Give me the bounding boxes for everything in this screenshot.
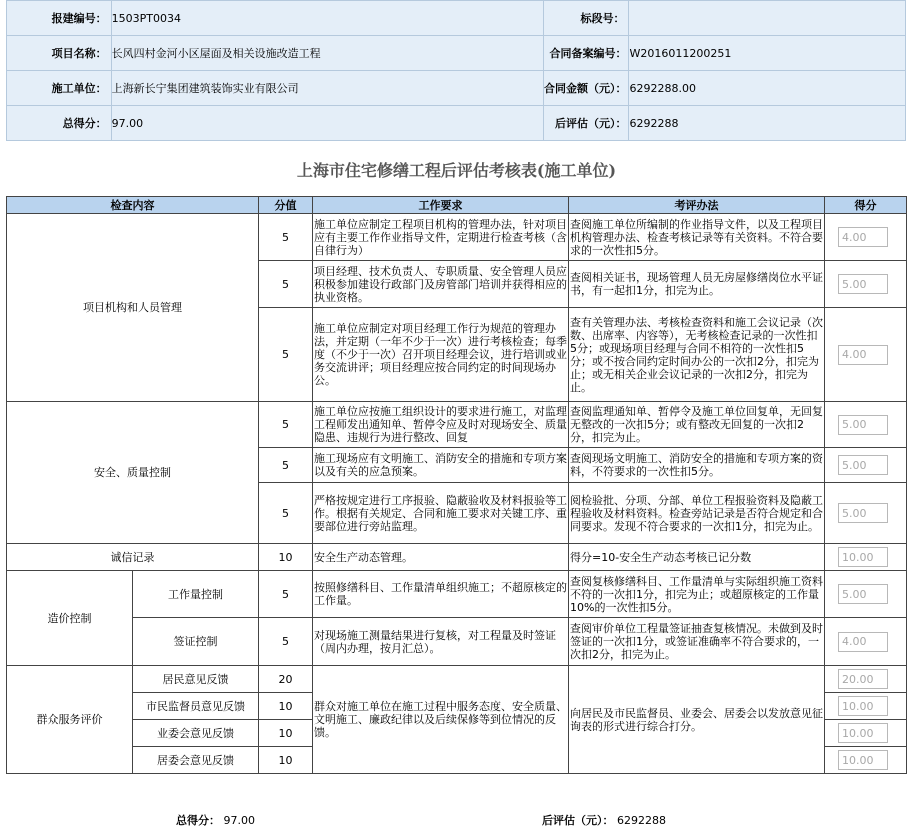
header-points: 分值	[259, 197, 313, 214]
score-input[interactable]: 10.00	[838, 696, 888, 716]
requirement-cell: 施工现场应有文明施工、消防安全的措施和专项方案以及有关的应急预案。	[313, 448, 569, 483]
group-integrity: 诚信记录	[7, 544, 259, 571]
report-no-value: 1503PT0034	[111, 1, 543, 36]
score-cell	[825, 618, 907, 666]
score-input[interactable]: 5.00	[838, 415, 888, 435]
score-input[interactable]: 20.00	[838, 669, 888, 689]
score-cell	[825, 544, 907, 571]
public-requirement-cell: 群众对施工单位在施工过程中服务态度、安全质量、文明施工、廉政纪律以及后续保修等到位情况的反馈。	[313, 666, 569, 774]
header-score: 得分	[825, 197, 907, 214]
group-org-personnel: 项目机构和人员管理	[7, 214, 259, 402]
score-input[interactable]: 10.00	[838, 723, 888, 743]
page-title: 上海市住宅修缮工程后评估考核表(施工单位)	[296, 161, 617, 180]
group-cost-control: 造价控制	[7, 571, 133, 666]
public-method-cell: 向居民及市民监督员、业委会、居委会以发放意见征询表的形式进行综合打分。	[569, 666, 825, 774]
requirement-cell: 安全生产动态管理。	[313, 544, 569, 571]
footer-total-label: 总得分：	[176, 814, 220, 827]
post-eval-label: 后评估（元）：	[543, 106, 629, 141]
score-cell	[825, 214, 907, 261]
header-method: 考评办法	[569, 197, 825, 214]
points-cell: 5	[259, 483, 313, 544]
score-input[interactable]: 5.00	[838, 455, 888, 475]
method-cell: 查阅监理通知单、暂停令及施工单位回复单，无回复无整改的一次扣5分；或有整改无回复的一次扣2分，扣完为止。	[569, 402, 825, 448]
footer-post-eval-value: 6292288	[617, 814, 666, 827]
requirement-cell: 施工单位应制定对项目经理工作行为规范的管理办法，并定期（一年不少于一次）进行考核检查；每季度（不少于一次）召开项目经理会议，进行培训或业务交流讲评；项目经理应按合同约定的时间现场办公。	[313, 308, 569, 402]
header-requirement: 工作要求	[313, 197, 569, 214]
total-score-label: 总得分：	[7, 106, 112, 141]
group-safety-quality: 安全、质量控制	[7, 402, 259, 544]
score-cell	[825, 693, 907, 720]
points-cell: 10	[259, 693, 313, 720]
score-input[interactable]: 4.00	[838, 227, 888, 247]
method-cell: 查阅施工单位所编制的作业指导文件，以及工程项目机构管理办法、检查考核记录等有关资料。不符合要求的一次性扣5分。	[569, 214, 825, 261]
points-cell: 5	[259, 261, 313, 308]
project-label: 项目名称：	[7, 36, 112, 71]
points-cell: 5	[259, 402, 313, 448]
footer-post-eval-label: 后评估（元）：	[542, 814, 614, 827]
footer-total	[176, 812, 255, 828]
group-public-evaluation: 群众服务评价	[7, 666, 133, 774]
method-cell: 查有关管理办法、考核检查资料和施工会议记录（次数、出席率、内容等），无考核检查记录的一次性扣5分；或现场项目经理与合同不相符的一次性扣5分；或不按合同约定时间办公的一次扣2分，扣完为止；或无相关企业会议记录的一次扣2分，扣完为止。	[569, 308, 825, 402]
score-cell	[825, 720, 907, 747]
section-label: 标段号：	[543, 1, 629, 36]
score-cell	[825, 308, 907, 402]
subgroup-visa-control: 签证控制	[133, 618, 259, 666]
subgroup-owners-committee-feedback: 业委会意见反馈	[133, 720, 259, 747]
total-score-value: 97.00	[111, 106, 543, 141]
subgroup-workload-control: 工作量控制	[133, 571, 259, 618]
project-value: 长风四村金河小区屋面及相关设施改造工程	[111, 36, 543, 71]
post-eval-value: 6292288	[629, 106, 906, 141]
score-cell	[825, 571, 907, 618]
requirement-cell: 按照修缮科目、工作量清单组织施工；不超原核定的工作量。	[313, 571, 569, 618]
builder-label: 施工单位：	[7, 71, 112, 106]
amount-label: 合同金额（元）：	[543, 71, 629, 106]
method-cell: 得分=10-安全生产动态考核已记分数	[569, 544, 825, 571]
score-cell	[825, 747, 907, 774]
requirement-cell: 施工单位应制定工程项目机构的管理办法，针对项目应有主要工作作业指导文件，定期进行检查考核（含自律行为）	[313, 214, 569, 261]
points-cell: 10	[259, 720, 313, 747]
builder-value: 上海新长宁集团建筑装饰实业有限公司	[111, 71, 543, 106]
subgroup-resident-feedback: 居民意见反馈	[133, 666, 259, 693]
method-cell: 查阅审价单位工程量签证抽查复核情况。未做到及时签证的一次扣1分，或签证准确率不符合要求的，一次扣2分，扣完为止。	[569, 618, 825, 666]
requirement-cell: 对现场施工测量结果进行复核，对工程量及时签证（周内办理，按月汇总）。	[313, 618, 569, 666]
score-input[interactable]: 10.00	[838, 547, 888, 567]
report-no-label: 报建编号：	[7, 1, 112, 36]
points-cell: 5	[259, 214, 313, 261]
score-cell	[825, 483, 907, 544]
points-cell: 10	[259, 747, 313, 774]
method-cell: 查阅复核修缮科目、工作量清单与实际组织施工资料不符的一次扣1分，扣完为止；或超原核定的工作量10%的一次性扣5分。	[569, 571, 825, 618]
points-cell: 5	[259, 308, 313, 402]
score-input[interactable]: 4.00	[838, 632, 888, 652]
method-cell: 阅检验批、分项、分部、单位工程报验资料及隐蔽工程验收及材料资料。检查旁站记录是否符合规定和合同要求。发现不符合要求的一次扣1分，扣完为止。	[569, 483, 825, 544]
subgroup-citizen-supervisor-feedback: 市民监督员意见反馈	[133, 693, 259, 720]
contract-no-label: 合同备案编号：	[543, 36, 629, 71]
footer-total-value: 97.00	[223, 814, 255, 827]
score-input[interactable]: 10.00	[838, 750, 888, 770]
section-value	[629, 1, 906, 36]
points-cell: 20	[259, 666, 313, 693]
points-cell: 10	[259, 544, 313, 571]
requirement-cell: 施工单位应按施工组织设计的要求进行施工，对监理工程师发出通知单、暂停令应及时对现场安全、质量隐患、违规行为进行整改、回复	[313, 402, 569, 448]
method-cell: 查阅现场文明施工、消防安全的措施和专项方案的资料，不符要求的一次性扣5分。	[569, 448, 825, 483]
score-cell	[825, 666, 907, 693]
project-info-table	[6, 0, 906, 141]
assessment-table	[6, 196, 907, 774]
score-input[interactable]: 5.00	[838, 274, 888, 294]
requirement-cell: 项目经理、技术负责人、专职质量、安全管理人员应积极参加建设行政部门及房管部门培训并获得相应的执业资格。	[313, 261, 569, 308]
score-cell	[825, 261, 907, 308]
requirement-cell: 严格按规定进行工序报验、隐蔽验收及材料报验等工作。根据有关规定、合同和施工要求对关键工序、重要部位进行旁站监理。	[313, 483, 569, 544]
contract-no-value: W2016011200251	[629, 36, 906, 71]
score-input[interactable]: 4.00	[838, 345, 888, 365]
points-cell: 5	[259, 571, 313, 618]
score-cell	[825, 402, 907, 448]
header-content: 检查内容	[7, 197, 259, 214]
score-cell	[825, 448, 907, 483]
subgroup-residents-committee-feedback: 居委会意见反馈	[133, 747, 259, 774]
amount-value: 6292288.00	[629, 71, 906, 106]
points-cell: 5	[259, 618, 313, 666]
method-cell: 查阅相关证书，现场管理人员无房屋修缮岗位水平证书，有一起扣1分，扣完为止。	[569, 261, 825, 308]
footer-post-eval	[542, 812, 666, 828]
score-input[interactable]: 5.00	[838, 503, 888, 523]
score-input[interactable]: 5.00	[838, 584, 888, 604]
points-cell: 5	[259, 448, 313, 483]
